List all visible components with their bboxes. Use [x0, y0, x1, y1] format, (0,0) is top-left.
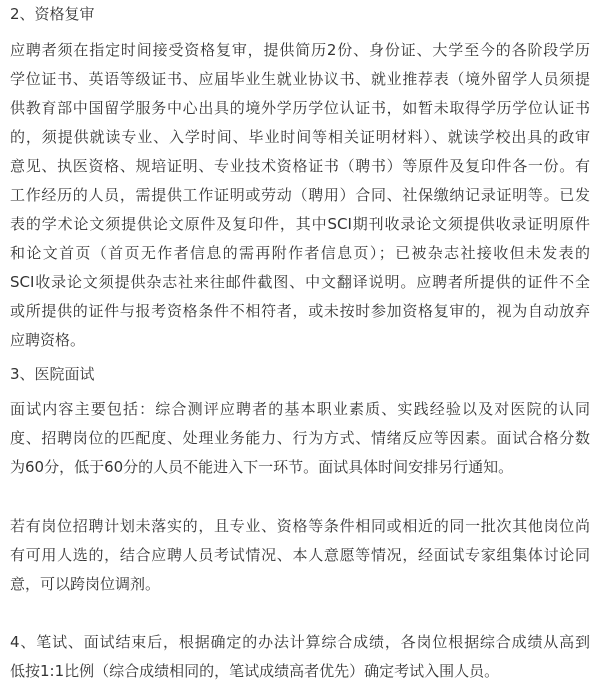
text-line: 或所提供的证件与报考资格条件不相符者，或未按时参加资格复审的，视为自动放弃 [10, 302, 590, 320]
text-line: 工作经历的人员，需提供工作证明或劳动（聘用）合同、社保缴纳记录证明等。已发 [10, 186, 590, 204]
section-heading-qualification-review: 2、资格复审 [10, 5, 95, 23]
text-line: 表的学术论文须提供论文原件及复印件，其中SCI期刊收录论文须提供收录证明原件 [10, 215, 590, 233]
text-line: 供教育部中国留学服务中心出具的境外学历学位认证书，如暂未取得学历学位认证书 [10, 99, 590, 117]
paragraph-final-ranking [10, 628, 590, 686]
text-line: 度、招聘岗位的匹配度、处理业务能力、行为方式、情绪反应等因素。面试合格分数 [10, 429, 590, 447]
text-line: 意见、执医资格、规培证明、专业技术资格证书（聘书）等原件及复印件各一份。有 [10, 157, 590, 175]
paragraph-position-transfer [10, 512, 590, 599]
text-line: 面试内容主要包括：综合测评应聘者的基本职业素质、实践经验以及对医院的认同 [10, 400, 590, 418]
text-line: 的，须提供就读专业、入学时间、毕业时间等相关证明材料）、就读学校出具的政审 [10, 128, 590, 146]
text-line: 学位证书、英语等级证书、应届毕业生就业协议书、就业推荐表（境外留学人员须提 [10, 70, 590, 88]
text-line: 低按1:1比例（综合成绩相同的，笔试成绩高者优先）确定考试入围人员。 [10, 662, 500, 680]
text-line: 4、笔试、面试结束后，根据确定的办法计算综合成绩，各岗位根据综合成绩从高到 [10, 633, 590, 651]
text-line: 意，可以跨岗位调剂。 [10, 575, 161, 593]
text-line: 应聘资格。 [10, 331, 86, 349]
text-line: 若有岗位招聘计划未落实的，且专业、资格等条件相同或相近的同一批次其他岗位尚 [10, 517, 590, 535]
paragraph-qualification-review [10, 36, 590, 355]
text-line: 有可用人选的，结合应聘人员考试情况、本人意愿等情况，经面试专家组集体讨论同 [10, 546, 590, 564]
text-line: 应聘者须在指定时间接受资格复审，提供简历2份、身份证、大学至今的各阶段学历 [10, 41, 590, 59]
section-heading-hospital-interview: 3、医院面试 [10, 365, 95, 383]
text-line: SCI收录论文须提供杂志社来往邮件截图、中文翻译说明。应聘者所提供的证件不全 [10, 273, 590, 291]
text-line: 为60分，低于60分的人员不能进入下一环节。面试具体时间安排另行通知。 [10, 458, 514, 476]
text-line: 和论文首页（首页无作者信息的需再附作者信息页）；已被杂志社接收但未发表的 [10, 244, 590, 262]
paragraph-interview-content [10, 395, 590, 482]
